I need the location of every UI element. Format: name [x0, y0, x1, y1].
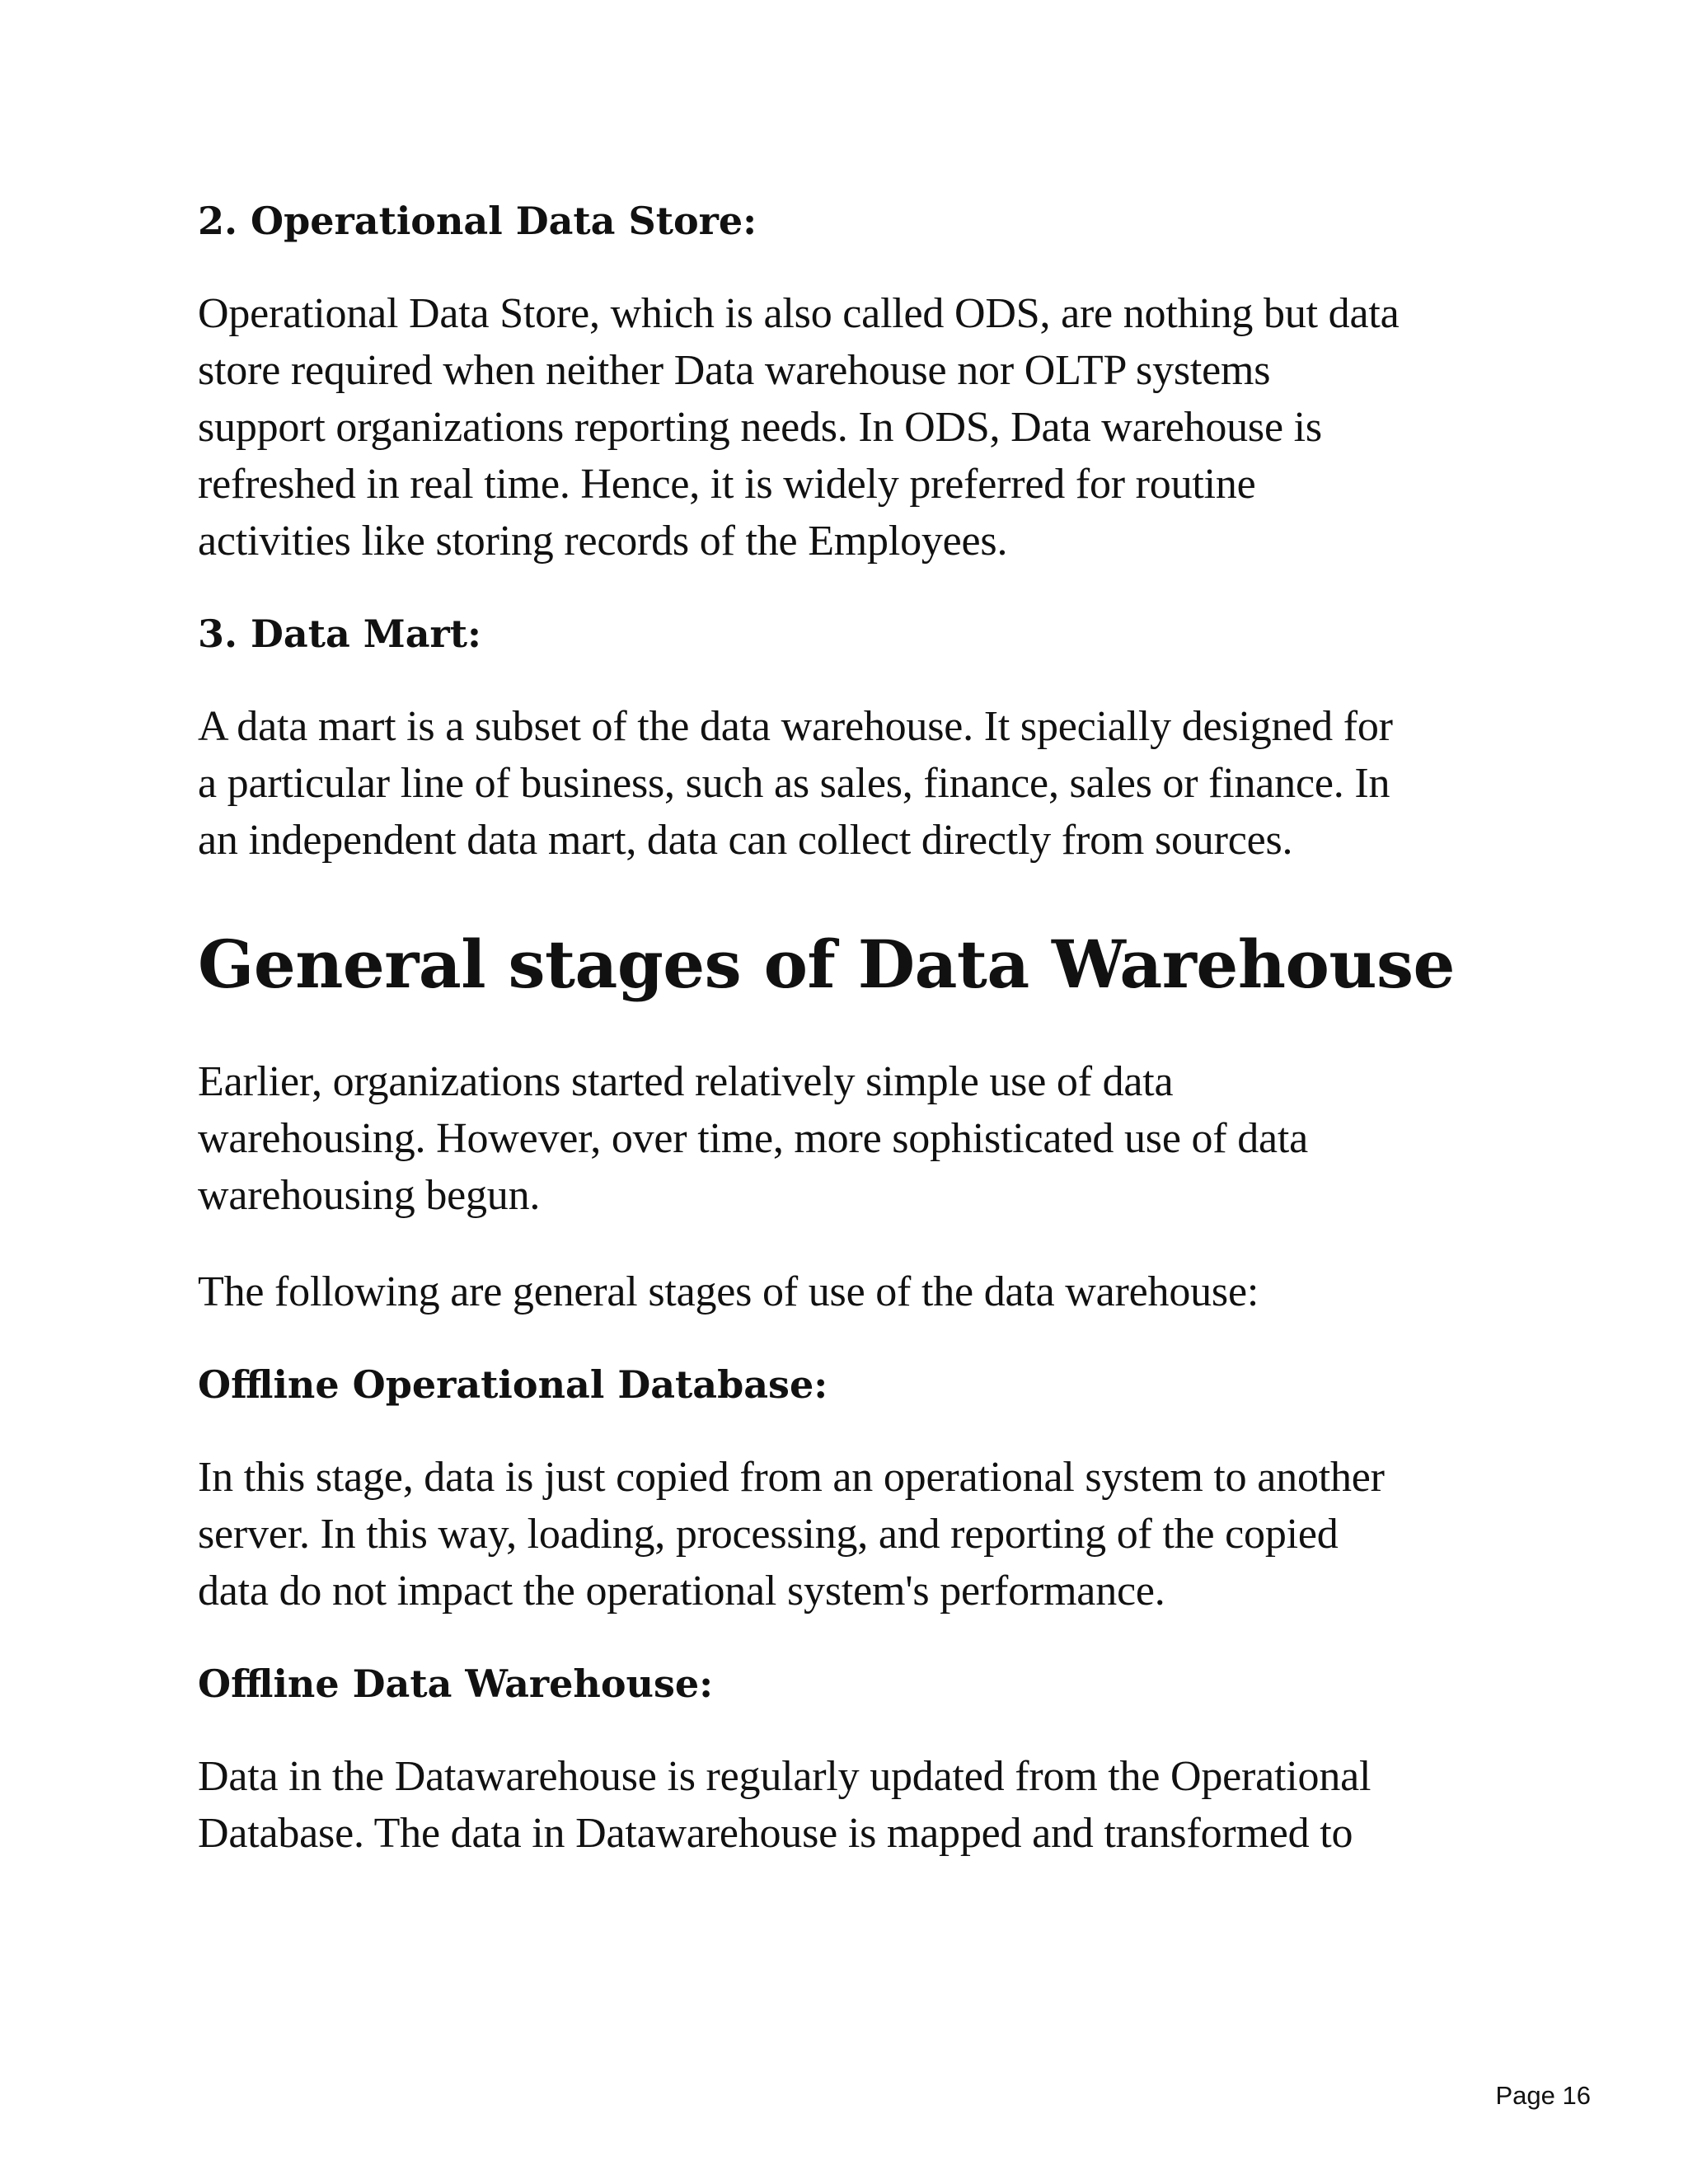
paragraph-intro	[198, 1053, 1533, 1224]
text-line: activities like storing records of the Employees.	[198, 518, 1008, 565]
text-line: refreshed in real time. Hence, it is widely preferred for routine	[198, 461, 1256, 508]
text-line: server. In this way, loading, processing, and reporting of the copied	[198, 1511, 1339, 1558]
text-line: The following are general stages of use of the data warehouse:	[198, 1268, 1259, 1315]
text-line: A data mart is a subset of the data warehouse. It specially designed for	[198, 703, 1393, 750]
page-content	[198, 196, 1533, 1901]
text-line: an independent data mart, data can collect directly from sources.	[198, 817, 1293, 864]
paragraph-data-mart	[198, 698, 1533, 869]
text-line: In this stage, data is just copied from an operational system to another	[198, 1454, 1385, 1501]
text-line: Earlier, organizations started relatively simple use of data	[198, 1058, 1174, 1105]
text-line: a particular line of business, such as sales, finance, sales or finance. In	[198, 760, 1390, 807]
text-line: data do not impact the operational system's performance.	[198, 1568, 1165, 1615]
stage-heading-offline-data-warehouse: Offline Data Warehouse:	[198, 1661, 714, 1706]
text-line: support organizations reporting needs. In ODS, Data warehouse is	[198, 404, 1322, 451]
text-line: Data in the Datawarehouse is regularly updated from the Operational	[198, 1753, 1372, 1800]
text-line: warehousing begun.	[198, 1172, 541, 1219]
text-line: Operational Data Store, which is also called ODS, are nothing but data	[198, 290, 1400, 337]
section-heading-data-mart: 3. Data Mart:	[198, 612, 481, 656]
text-line: store required when neither Data warehouse nor OLTP systems	[198, 347, 1271, 394]
paragraph-offline-data-warehouse	[198, 1748, 1533, 1862]
paragraph-offline-operational-database	[198, 1449, 1533, 1619]
main-heading: General stages of Data Warehouse	[198, 926, 1455, 1003]
paragraph-ods	[198, 285, 1533, 569]
section-heading-ods: 2. Operational Data Store:	[198, 199, 757, 243]
paragraph-stages-lead	[198, 1263, 1533, 1320]
page-number: Page 16	[1495, 2081, 1591, 2110]
text-line: warehousing. However, over time, more sophisticated use of data	[198, 1115, 1309, 1162]
stage-heading-offline-operational-database: Offline Operational Database:	[198, 1362, 828, 1407]
text-line: Database. The data in Datawarehouse is mapped and transformed to	[198, 1810, 1353, 1857]
